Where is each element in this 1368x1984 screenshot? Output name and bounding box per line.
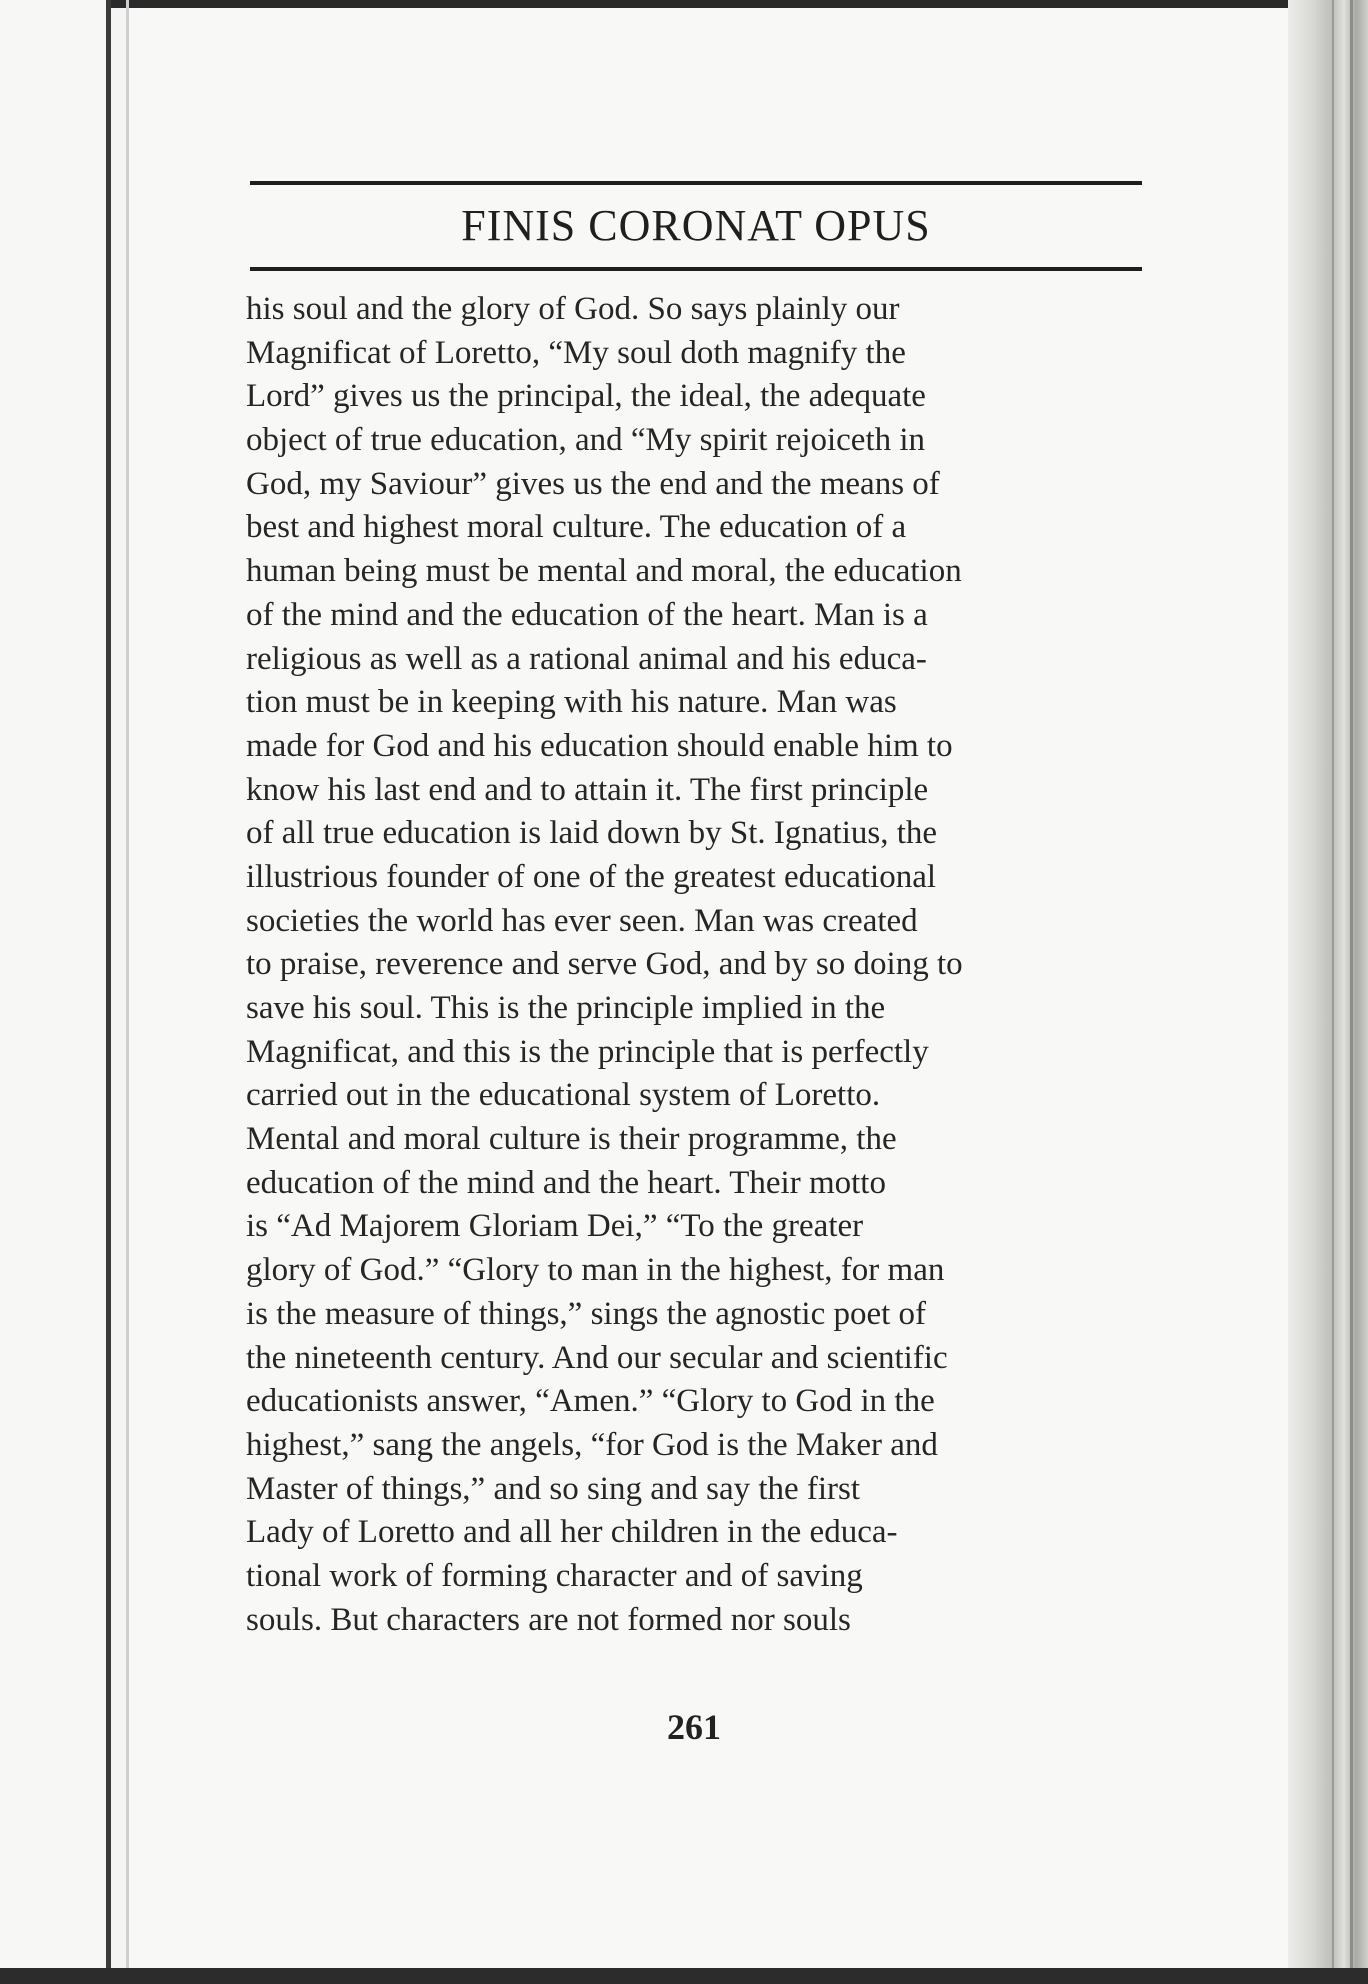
body-text [246,288,1142,1642]
text-line: glory of God.” “Glory to man in the highest, for man [246,1252,945,1289]
text-line: Lady of Loretto and all her children in the educa- [246,1514,898,1551]
left-binding-gutter [0,0,106,1984]
text-line: God, my Saviour” gives us the end and the means of [246,465,940,502]
text-line: illustrious founder of one of the greatest educational [246,858,937,895]
text-line: know his last end and to attain it. The first principle [246,771,929,808]
text-line: Magnificat, and this is the principle that is perfectly [246,1033,929,1070]
text-line: is the measure of things,” sings the agnostic poet of [246,1295,927,1332]
text-line: Mental and moral culture is their programme, the [246,1121,897,1158]
text-line: tional work of forming character and of saving [246,1557,863,1594]
text-line: of all true education is laid down by St. Ignatius, the [246,815,938,852]
text-line: societies the world has ever seen. Man was created [246,902,918,939]
text-line: the nineteenth century. And our secular and scientific [246,1339,948,1376]
text-line: of the mind and the education of the heart. Man is a [246,596,928,633]
text-line: is “Ad Majorem Gloriam Dei,” “To the greater [246,1208,864,1245]
top-dark-band [0,0,1368,8]
header-rule-top [250,181,1142,185]
text-line: human being must be mental and moral, the education [246,553,962,590]
text-line: educationists answer, “Amen.” “Glory to God in the [246,1383,935,1420]
text-line: tion must be in keeping with his nature. Man was [246,684,897,721]
page-number: 261 [667,1707,721,1747]
running-head: FINIS CORONAT OPUS [461,201,931,250]
text-line: education of the mind and the heart. Their motto [246,1164,886,1201]
header-rule-bottom [250,267,1142,271]
right-edge-line [1332,0,1334,1984]
text-line: Lord” gives us the principal, the ideal, the adequate [246,378,926,415]
text-line: carried out in the educational system of Loretto. [246,1077,881,1114]
text-line: object of true education, and “My spirit rejoiceth in [246,422,926,459]
text-line: save his soul. This is the principle implied in the [246,990,886,1026]
text-line: Master of things,” and so sing and say the first [246,1470,861,1507]
bottom-dark-band [0,1968,1368,1984]
right-edge-line-outer [1350,0,1353,1984]
right-page-edges [1288,0,1368,1984]
text-line: best and highest moral culture. The education of a [246,509,907,546]
text-line: religious as well as a rational animal and his educa- [246,640,927,677]
text-line: made for God and his education should enable him to [246,727,953,764]
text-line: his soul and the glory of God. So says plainly our [246,291,900,327]
text-line: souls. But characters are not formed nor souls [246,1601,851,1638]
binding-edge-line [106,0,111,1984]
text-line: Magnificat of Loretto, “My soul doth magnify the [246,334,906,371]
text-line: highest,” sang the angels, “for God is the Maker and [246,1426,938,1463]
text-line: to praise, reverence and serve God, and by so doing to [246,946,963,983]
